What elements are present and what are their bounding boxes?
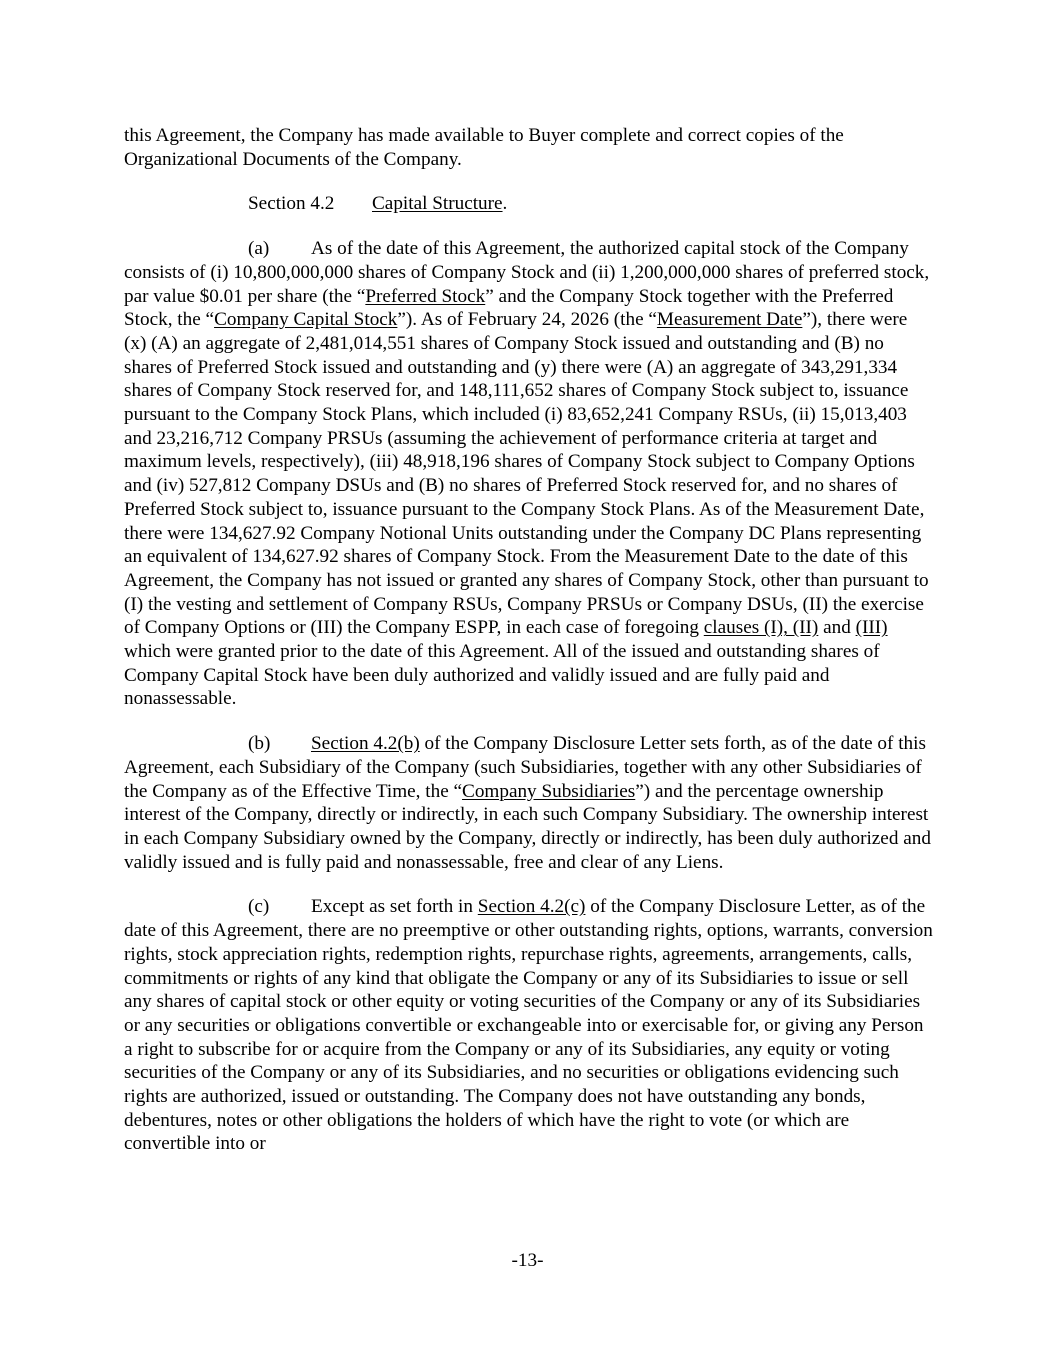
- paragraph-b-text-2: ”) and the percentage ownership interest of the Company, directly or indirectly, in each such Company Subsidiary. The ownership interest in each Company Subsidiary owned by the Company, directly or indirectly, has been duly authorized and validly issued and is fully paid and nonassessable, free and clear of any Liens.: [124, 780, 931, 873]
- paragraph-a-text-6: which were granted prior to the date of this Agreement. All of the issued and outstanding shares of Company Capital Stock have been duly authorized and validly issued and are fully paid and nonassessable.: [124, 641, 880, 710]
- section-title-suffix: .: [502, 193, 508, 215]
- section-title: Capital Structure: [372, 193, 503, 215]
- paragraph-a-label: (a): [248, 238, 270, 260]
- clause-reference-iii: (III): [855, 617, 888, 639]
- defined-term-preferred-stock: Preferred Stock: [365, 285, 486, 307]
- paragraph-a-text-4: ”), there were (x) (A) an aggregate of 2,481,014,551 shares of Company Stock issued and outstanding and (B) no shares of Preferred Stock issued and outstanding and (y) there were (A) an aggregate of 343,291,334 shares of Company Stock reserved for, and 148,111,652 shares of Company Stock subject to, issuance pursuant to the Company Stock Plans, which included (i) 83,652,241 Company RSUs, (ii) 15,013,403 and 23,216,712 Company PRSUs (assuming the achievement of performance criteria at target and maximum levels, respectively), (iii) 48,918,196 shares of Company Stock subject to Company Options and (iv) 527,812 Company DSUs and (B) no shares of Preferred Stock reserved for, and no shares of Preferred Stock subject to, issuance pursuant to the Company Stock Plans. As of the Measurement Date, there were 134,627.92 Company Notional Units outstanding under the Company DC Plans representing an equivalent of 134,627.92 shares of Company Stock. From the Measurement Date to the date of this Agreement, the Company has not issued or granted any shares of Company Stock, other than pursuant to (I) the vesting and settlement of Company RSUs, Company PRSUs or Company DSUs, (II) the exercise of Company Options or (III) the Company ESPP, in each case of foregoing: [124, 309, 929, 639]
- paragraph-b: [124, 732, 934, 874]
- document-page: [124, 124, 934, 1177]
- section-heading: [124, 192, 934, 216]
- defined-term-company-subsidiaries: Company Subsidiaries: [462, 780, 636, 802]
- page-number: -13-: [511, 1250, 544, 1271]
- paragraph-a: [124, 237, 934, 711]
- paragraph-b-label: (b): [248, 733, 271, 755]
- paragraph-c: [124, 895, 934, 1156]
- paragraph-b-text-1: of the Company Disclosure Letter sets forth, as of the date of this Agreement, each Subsidiary of the Company (such Subsidiaries, together with any other Subsidiaries of the Company as of the Effective Time, the “: [124, 733, 926, 802]
- intro-text: this Agreement, the Company has made available to Buyer complete and correct copies of the Organizational Documents of the Company.: [124, 125, 844, 170]
- clause-reference-i-ii: clauses (I), (II): [703, 617, 819, 639]
- paragraph-a-text-1: As of the date of this Agreement, the authorized capital stock of the Company consists of (i) 10,800,000,000 shares of Company Stock and (ii) 1,200,000,000 shares of preferred stock, par value $0.01 per share (the “: [124, 238, 930, 307]
- paragraph-c-label: (c): [248, 896, 270, 918]
- paragraph-c-text-1: Except as set forth in: [311, 896, 478, 918]
- paragraph-a-text-3: ”). As of February 24, 2026 (the “: [397, 309, 657, 331]
- paragraph-a-text-2: ” and the Company Stock together with the Preferred Stock, the “: [124, 285, 894, 331]
- paragraph-c-text-2: of the Company Disclosure Letter, as of the date of this Agreement, there are no preemptive or other outstanding rights, options, warrants, conversion rights, stock appreciation rights, redemption rights, repurchase rights, agreements, arrangements, calls, commitments or rights of any kind that obligate the Company or any of its Subsidiaries to issue or sell any shares of capital stock or other equity or voting securities of the Company or any of its Subsidiaries or any securities or obligations convertible or exchangeable into or exercisable for, or giving any Person a right to subscribe for or acquire from the Company or any of its Subsidiaries, any equity or voting securities of the Company or any of its Subsidiaries, and no securities or obligations evidencing such rights are authorized, issued or outstanding. The Company does not have outstanding any bonds, debentures, notes or other obligations the holders of which have the right to vote (or which are convertible into or: [124, 896, 933, 1155]
- intro-paragraph: [124, 124, 934, 171]
- section-reference-4-2-c: Section 4.2(c): [477, 896, 586, 918]
- defined-term-company-capital-stock: Company Capital Stock: [214, 309, 398, 331]
- section-number: Section 4.2: [248, 193, 335, 215]
- section-reference-4-2-b: Section 4.2(b): [311, 733, 420, 755]
- paragraph-a-text-5: and: [818, 617, 856, 639]
- defined-term-measurement-date: Measurement Date: [656, 309, 803, 331]
